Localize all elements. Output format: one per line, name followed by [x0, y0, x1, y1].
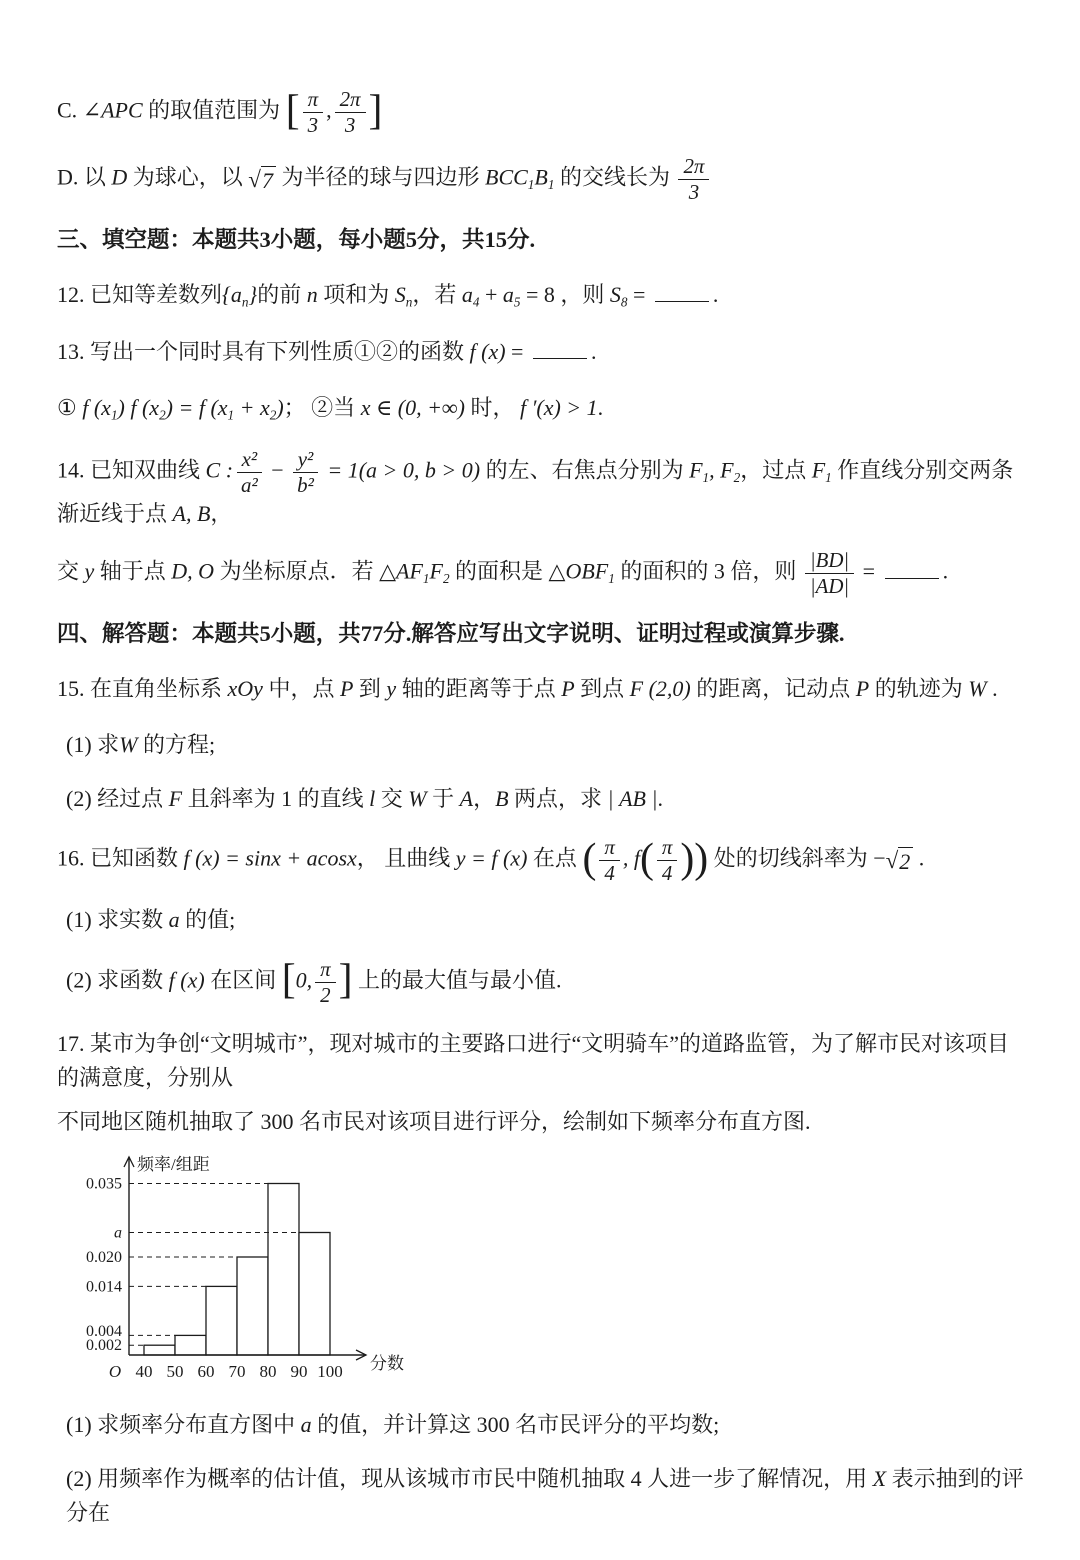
text-run: 12. 已知等差数列 — [57, 281, 223, 307]
text-run: | AB | — [607, 786, 658, 812]
frequency-histogram — [63, 1147, 463, 1389]
option-c — [57, 88, 1025, 137]
text-run: A, B — [172, 501, 211, 527]
text-run: 不同地区随机抽取了 300 名市民对该项目进行评分，绘制如下频率分布直方图. — [57, 1108, 811, 1134]
question-17-line-2 — [57, 1105, 1025, 1139]
text-run: 5 — [513, 294, 521, 310]
text-run: 17. 某市为争创“文明城市”，现对城市的主要路口进行“文明骑车”的道路监管，为了解市民对该项目的满意度，分别从 — [57, 1030, 1010, 1090]
text-run: C : — [205, 457, 234, 483]
text-run: A — [459, 786, 474, 812]
bracket: ( — [582, 836, 597, 883]
x-tick-label: 40 — [135, 1361, 153, 1381]
text-run: n — [405, 294, 413, 310]
text-run: 轴的距离等于点 — [396, 676, 562, 702]
fraction — [805, 549, 854, 598]
x-axis-title: 分数 — [370, 1353, 404, 1373]
text-run: B — [495, 786, 509, 812]
text-run: f ′(x) > 1 — [519, 395, 598, 421]
text-run: = — [857, 558, 881, 584]
text-run: ， 且曲线 — [356, 846, 456, 871]
square-root — [248, 166, 276, 195]
answer-blank — [885, 575, 939, 579]
text-run: , F — [709, 457, 734, 483]
text-run: , f — [622, 846, 640, 871]
text-run: a — [300, 1411, 312, 1437]
question-16 — [57, 836, 1025, 885]
text-run: 在区间 — [204, 967, 282, 993]
histogram-bar — [175, 1335, 206, 1355]
fraction — [335, 88, 366, 137]
question-14-line-1 — [57, 448, 1025, 531]
question-12 — [57, 278, 1025, 313]
bracket: ( — [639, 836, 654, 883]
text-run: 为半径的球与四边形 — [275, 164, 485, 190]
radical-sign: √ — [885, 847, 899, 873]
text-run: AF — [396, 558, 423, 584]
question-15-part-1 — [57, 728, 1025, 762]
text-run: 的轨迹为 — [869, 676, 969, 702]
text-run: 13. 写出一个同时具有下列性质①②的函数 — [57, 339, 470, 364]
x-tick-label: 50 — [166, 1361, 184, 1381]
fraction-denominator: 3 — [688, 179, 700, 204]
fraction-numerator: π — [303, 88, 323, 113]
text-run: F — [168, 786, 183, 812]
text-run: 两点，求 — [508, 786, 608, 812]
text-run: } — [248, 281, 258, 307]
bracket: ] — [368, 87, 383, 134]
text-run: . — [590, 339, 597, 364]
text-run: 的左、右焦点分别为 — [480, 457, 690, 483]
question-13-properties — [57, 391, 1025, 426]
y-tick-label: 0.014 — [86, 1278, 122, 1296]
text-run: (0, +∞) — [397, 395, 465, 421]
text-run: ) f (x — [117, 395, 160, 421]
answer-blank — [533, 355, 587, 359]
text-run: xOy — [227, 676, 263, 702]
text-run: 0, — [295, 967, 313, 993]
text-run: 14. 已知双曲线 — [57, 457, 206, 483]
text-run: 1 — [227, 407, 235, 423]
fraction-numerator: π — [657, 836, 677, 861]
text-run: W — [119, 732, 138, 758]
text-run: a — [461, 281, 473, 307]
text-run: 中，点 — [262, 676, 340, 702]
fraction-numerator: x² — [237, 448, 263, 473]
text-run: 到点 — [574, 676, 630, 702]
histogram-bar — [299, 1232, 330, 1355]
text-run: 16. 已知函数 — [57, 846, 184, 871]
text-run: 2 — [269, 407, 277, 423]
text-run: 时， — [464, 395, 520, 421]
text-run: 为球心，以 — [127, 164, 249, 190]
text-run: OBF — [565, 558, 609, 584]
text-run: 于 — [426, 786, 460, 812]
text-run: 8 — [620, 294, 628, 310]
question-13 — [57, 335, 1025, 369]
text-run: 1 — [608, 571, 615, 587]
text-run: 1 — [110, 407, 118, 423]
fraction — [315, 958, 335, 1007]
histogram-figure — [63, 1147, 1025, 1394]
text-run: W — [968, 676, 987, 702]
text-run: y — [386, 676, 397, 702]
text-run: . — [597, 395, 604, 421]
text-run: ， — [210, 501, 233, 527]
text-run: y = f (x) — [455, 846, 528, 871]
text-run: 项和为 — [317, 281, 395, 307]
radicand: 2 — [898, 847, 913, 876]
fraction — [292, 448, 319, 497]
text-run: S — [609, 281, 621, 307]
text-run: F — [429, 558, 443, 584]
x-tick-label: 70 — [228, 1361, 246, 1381]
x-tick-label: 90 — [290, 1361, 308, 1381]
bracket: ] — [338, 957, 353, 1004]
fraction-denominator: b² — [297, 473, 314, 498]
text-run: n — [241, 294, 249, 310]
text-run: 2 — [442, 571, 450, 587]
x-tick-label: 100 — [317, 1361, 343, 1381]
histogram-bar — [144, 1345, 175, 1355]
text-run: C. — [57, 97, 83, 123]
fraction-numerator: π — [315, 958, 335, 983]
text-run: 的取值范围为 — [142, 97, 286, 123]
text-run: 的交线长为 — [554, 164, 676, 190]
text-run: 交 — [375, 786, 409, 812]
text-run: 交 — [57, 558, 85, 584]
text-run: 1 — [527, 177, 535, 193]
text-run: x — [360, 395, 371, 421]
text-run: D. 以 — [57, 164, 112, 190]
fraction-numerator: y² — [293, 448, 319, 473]
fraction — [236, 448, 263, 497]
bracket: ) — [694, 836, 709, 883]
text-run: l — [369, 786, 376, 812]
question-15 — [57, 672, 1025, 706]
text-run: P — [855, 676, 870, 702]
histogram-bar — [237, 1257, 268, 1355]
y-tick-label: 0.002 — [86, 1336, 122, 1354]
text-run: ， — [473, 786, 496, 812]
text-run: BCC — [485, 164, 528, 190]
text-run: 在点 — [527, 846, 583, 871]
text-run: 到 — [353, 676, 387, 702]
fraction-denominator: 2 — [320, 982, 331, 1007]
text-run: 的值，并计算这 300 名市民评分的平均数; — [311, 1411, 720, 1437]
text-run: . — [913, 846, 925, 871]
radicand: 7 — [261, 166, 276, 195]
text-run: F — [811, 457, 826, 483]
fraction-denominator: |AD| — [809, 574, 850, 599]
y-axis-title: 频率/组距 — [137, 1154, 210, 1174]
histogram-bar — [268, 1183, 299, 1355]
text-run: 的方程; — [137, 732, 216, 758]
question-14-line-2 — [57, 549, 1025, 598]
text-run: 的前 — [257, 281, 307, 307]
bracket: [ — [285, 87, 300, 134]
text-run: ) — [276, 395, 284, 421]
y-tick-label: 0.004 — [86, 1322, 122, 1340]
text-run: 15. 在直角坐标系 — [57, 676, 228, 702]
question-16-part-2 — [57, 958, 1025, 1007]
text-run: ，过点 — [740, 457, 812, 483]
fraction-denominator: 3 — [307, 112, 319, 137]
question-17-part-1 — [57, 1408, 1025, 1442]
text-run: (1) 求频率分布直方图中 — [66, 1411, 301, 1437]
question-17-part-2 — [57, 1462, 1025, 1530]
fraction-numerator: 2π — [678, 155, 709, 180]
text-run: = — [505, 339, 529, 364]
fraction-denominator: 4 — [604, 861, 615, 886]
y-tick-label: 0.020 — [86, 1248, 122, 1266]
text-run: . — [712, 281, 719, 307]
text-run: P — [561, 676, 575, 702]
text-run: 且斜率为 1 的直线 — [182, 786, 370, 812]
question-15-part-2 — [57, 782, 1025, 816]
text-run: W — [408, 786, 427, 812]
text-run: a — [168, 907, 180, 933]
text-run: ； ②当 — [283, 395, 361, 421]
x-tick-label: 80 — [259, 1361, 277, 1381]
text-run: . — [986, 676, 998, 702]
text-run: F (2,0) — [629, 676, 691, 702]
section-3-header: 三、填空题：本题共3小题，每小题5分，共15分. — [57, 226, 536, 252]
text-run: S — [394, 281, 406, 307]
text-run: y — [84, 558, 95, 584]
text-run: ∠APC — [82, 97, 143, 123]
text-run: 的面积的 3 倍，则 — [614, 558, 802, 584]
text-run: 1 — [825, 470, 832, 486]
text-run: a — [502, 281, 514, 307]
answer-blank — [655, 298, 709, 302]
fraction-numerator: π — [599, 836, 619, 861]
text-run: = 8 ，则 — [520, 281, 610, 307]
text-run: . — [942, 558, 949, 584]
text-run: ∈ — [370, 395, 398, 421]
fraction — [657, 836, 677, 885]
fraction-denominator: 4 — [661, 861, 673, 886]
fraction-denominator: a² — [241, 473, 258, 498]
text-run: D, O — [171, 558, 215, 584]
fraction — [599, 836, 619, 885]
text-run: , — [326, 97, 332, 123]
text-run: ① — [57, 395, 83, 421]
text-run: 2 — [733, 470, 741, 486]
bracket: ) — [680, 836, 695, 883]
text-run: (1) 求 — [66, 732, 120, 758]
text-run: 上的最大值与最小值. — [352, 967, 562, 993]
text-run: 的面积是 △ — [449, 558, 566, 584]
text-run: 1 — [702, 470, 710, 486]
text-run: X — [872, 1465, 887, 1491]
x-tick-label: 60 — [197, 1361, 215, 1381]
text-run: = 1(a > 0, b > 0) — [321, 457, 481, 483]
fraction-numerator: |BD| — [805, 549, 854, 574]
text-run: 1 — [422, 571, 430, 587]
section-4-header: 四、解答题：本题共5小题，共77分.解答应写出文字说明、证明过程或演算步骤. — [57, 621, 845, 647]
text-run: − — [265, 457, 290, 483]
y-tick-label: 0.035 — [86, 1175, 122, 1193]
text-run: n — [306, 281, 318, 307]
fraction — [678, 155, 709, 204]
text-run: P — [339, 676, 354, 702]
text-run: ) = f (x — [165, 395, 228, 421]
fraction — [303, 88, 323, 137]
text-run: B — [534, 164, 548, 190]
text-run: {a — [222, 281, 242, 307]
text-run: D — [111, 164, 128, 190]
text-run: + — [479, 281, 503, 307]
radical-sign: √ — [248, 165, 261, 192]
text-run: 的距离，记动点 — [690, 676, 856, 702]
square-root — [886, 847, 914, 876]
bracket: [ — [281, 957, 296, 1004]
text-run: (1) 求实数 — [66, 907, 169, 933]
text-run: 轴于点 — [94, 558, 172, 584]
text-run: 的值; — [179, 907, 236, 933]
text-run: (2) 用频率作为概率的估计值，现从该城市市民中随机抽取 4 人进一步了解情况，用 — [66, 1465, 873, 1491]
fraction-denominator: 3 — [344, 112, 356, 137]
text-run: 2 — [159, 407, 166, 423]
origin-label: O — [108, 1361, 122, 1381]
text-run: (2) 经过点 — [66, 786, 169, 812]
text-run: 作直线分别交两条渐近线于点 — [57, 457, 1014, 527]
option-d — [57, 155, 1025, 204]
text-run: 为坐标原点．若 △ — [214, 558, 396, 584]
text-run: f (x) — [168, 967, 205, 993]
text-run: f (x — [82, 395, 111, 421]
text-run: = — [627, 281, 651, 307]
text-run: f (x) — [469, 339, 506, 364]
histogram-bar — [206, 1286, 237, 1355]
text-run: 4 — [472, 294, 480, 310]
y-tick-label: a — [114, 1224, 122, 1242]
text-run: ，若 — [412, 281, 462, 307]
text-run: 处的切线斜率为 − — [708, 846, 886, 871]
text-run: . — [657, 786, 664, 812]
text-run: (2) 求函数 — [66, 967, 169, 993]
text-run: + x — [234, 395, 270, 421]
text-run: 1 — [547, 177, 555, 193]
fraction-numerator: 2π — [335, 88, 366, 113]
question-16-part-1 — [57, 903, 1025, 937]
text-run: f (x) = sinx + acosx — [183, 846, 357, 871]
text-run: F — [689, 457, 703, 483]
text-run: 表示抽到的评分在 — [66, 1465, 1024, 1525]
question-17-line-1 — [57, 1027, 1025, 1095]
